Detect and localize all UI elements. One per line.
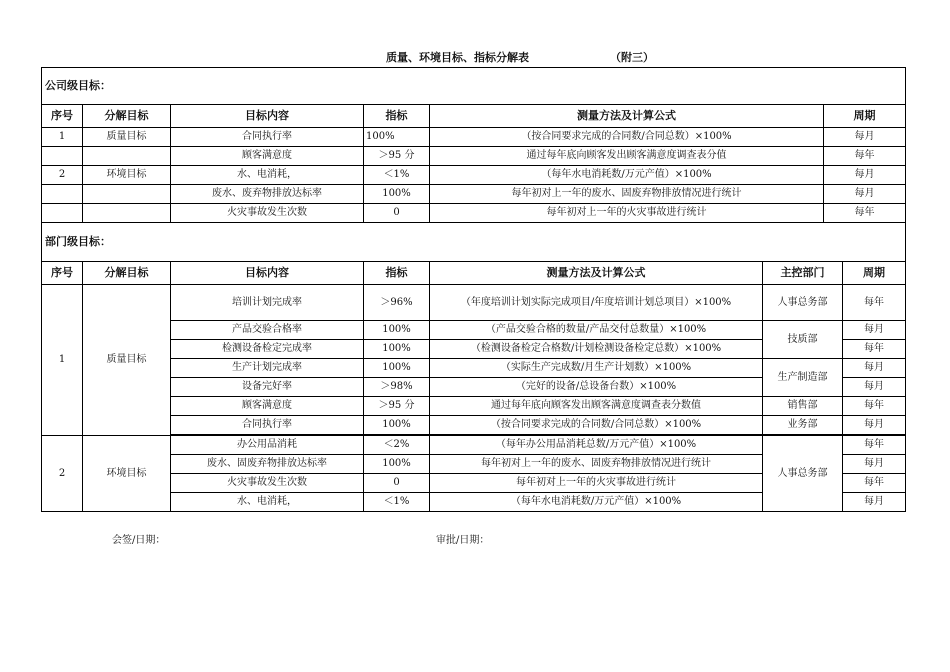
header-no: 序号 [42, 105, 83, 128]
row-method: （按合同要求完成的合同数/合同总数）×100% [430, 416, 763, 435]
header-method: 测量方法及计算公式 [430, 105, 824, 128]
row-dept: 生产制造部 [763, 359, 843, 397]
row-content: 办公用品消耗 [171, 436, 364, 455]
row-content: 水、电消耗， [171, 166, 364, 185]
header-content: 目标内容 [171, 262, 364, 285]
row-period: 每月 [824, 185, 906, 204]
row-content: 火灾事故发生次数 [171, 204, 364, 223]
row-content: 生产计划完成率 [171, 359, 364, 378]
header-period: 周期 [824, 105, 906, 128]
row-content: 培训计划完成率 [171, 285, 364, 321]
row-category: 环境目标 [83, 166, 171, 185]
row-category: 质量目标 [83, 128, 171, 147]
row-no: 2 [42, 166, 83, 185]
row-period: 每月 [843, 455, 906, 474]
header-method: 测量方法及计算公式 [430, 262, 763, 285]
row-content: 合同执行率 [171, 416, 364, 435]
appendix-label: （附三） [610, 51, 654, 64]
row-indicator: ＜2% [364, 436, 430, 455]
row-content: 水、电消耗， [171, 493, 364, 512]
row-indicator: 100% [364, 359, 430, 378]
table-row [42, 204, 906, 223]
row-period: 每年 [824, 204, 906, 223]
row-period: 每月 [824, 166, 906, 185]
table-row [42, 436, 906, 455]
table-row [42, 359, 906, 378]
row-period: 每月 [843, 493, 906, 512]
row-period: 每年 [824, 147, 906, 166]
row-indicator: ＞95 分 [364, 147, 430, 166]
row-indicator: ＞95 分 [364, 397, 430, 416]
row-content: 废水、固废弃物排放达标率 [171, 455, 364, 474]
company-section-label: 公司级目标： [42, 68, 906, 105]
approval-date-label: 审批/日期： [436, 535, 490, 546]
row-period: 每年 [843, 474, 906, 493]
row-content: 火灾事故发生次数 [171, 474, 364, 493]
row-indicator: 0 [364, 204, 430, 223]
table-row [42, 147, 906, 166]
row-category [83, 147, 171, 166]
row-content: 设备完好率 [171, 378, 364, 397]
row-content: 废水、废弃物排放达标率 [171, 185, 364, 204]
row-dept: 人事总务部 [763, 436, 843, 512]
row-period: 每年 [843, 397, 906, 416]
row-content: 顾客满意度 [171, 147, 364, 166]
row-indicator: ＜1% [364, 493, 430, 512]
row-indicator: ＞96% [364, 285, 430, 321]
department-header-row [42, 262, 906, 285]
row-method: （每年办公用品消耗总数/万元产值）×100% [430, 436, 763, 455]
row-indicator: 100% [364, 128, 430, 147]
row-no: 2 [42, 436, 83, 512]
row-no: 1 [42, 128, 83, 147]
row-indicator: ＞98% [364, 378, 430, 397]
row-method: （完好的设备/总设备台数）×100% [430, 378, 763, 397]
row-period: 每月 [824, 128, 906, 147]
row-period: 每月 [843, 378, 906, 397]
header-indicator: 指标 [364, 105, 430, 128]
row-method: （按合同要求完成的合同数/合同总数）×100% [430, 128, 824, 147]
header-category: 分解目标 [83, 105, 171, 128]
table-row [42, 416, 906, 435]
row-period: 每月 [843, 416, 906, 435]
header-content: 目标内容 [171, 105, 364, 128]
company-goals-table [41, 67, 906, 223]
table-row [42, 166, 906, 185]
row-method: （每年水电消耗数/万元产值）×100% [430, 493, 763, 512]
row-no [42, 185, 83, 204]
row-method: （检测设备检定合格数/计划检测设备检定总数）×100% [430, 340, 763, 359]
department-section-label: 部门级目标： [42, 223, 906, 262]
row-indicator: 100% [364, 340, 430, 359]
row-no [42, 147, 83, 166]
row-content: 检测设备检定完成率 [171, 340, 364, 359]
header-category: 分解目标 [83, 262, 171, 285]
row-indicator: 100% [364, 321, 430, 340]
row-no: 1 [42, 285, 83, 436]
header-period: 周期 [843, 262, 906, 285]
row-method: 通过每年底向顾客发出顾客满意度调查表分数值 [430, 397, 763, 416]
row-indicator: 100% [364, 455, 430, 474]
row-content: 合同执行率 [171, 128, 364, 147]
document-title: 质量、环境目标、指标分解表 [386, 51, 529, 64]
row-method: 通过每年底向顾客发出顾客满意度调查表分值 [430, 147, 824, 166]
table-row [42, 185, 906, 204]
table-row [42, 397, 906, 416]
company-header-row [42, 105, 906, 128]
row-dept: 人事总务部 [763, 285, 843, 321]
row-method: 每年初对上一年的废水、固废弃物排放情况进行统计 [430, 185, 824, 204]
row-indicator: 100% [364, 416, 430, 435]
row-period: 每月 [843, 321, 906, 340]
table-row [42, 321, 906, 340]
row-period: 每月 [843, 359, 906, 378]
row-dept: 销售部 [763, 397, 843, 416]
row-method: （实际生产完成数/月生产计划数）×100% [430, 359, 763, 378]
row-content: 产品交验合格率 [171, 321, 364, 340]
table-row [42, 128, 906, 147]
row-period: 每年 [843, 436, 906, 455]
row-period: 每年 [843, 340, 906, 359]
row-dept: 业务部 [763, 416, 843, 435]
row-indicator: ＜1% [364, 166, 430, 185]
row-no [42, 204, 83, 223]
row-method: （产品交验合格的数量/产品交付总数量）×100% [430, 321, 763, 340]
row-method: 每年初对上一年的火灾事故进行统计 [430, 204, 824, 223]
row-method: （年度培训计划实际完成项目/年度培训计划总项目）×100% [430, 285, 763, 321]
table-row [42, 285, 906, 321]
header-dept: 主控部门 [763, 262, 843, 285]
row-method: 每年初对上一年的火灾事故进行统计 [430, 474, 763, 493]
row-method: 每年初对上一年的废水、固废弃物排放情况进行统计 [430, 455, 763, 474]
row-category [83, 204, 171, 223]
countersign-date-label: 会签/日期： [112, 535, 166, 546]
row-method: （每年水电消耗数/万元产值）×100% [430, 166, 824, 185]
header-indicator: 指标 [364, 262, 430, 285]
row-category: 环境目标 [83, 436, 171, 512]
row-dept: 技质部 [763, 321, 843, 359]
row-category: 质量目标 [83, 285, 171, 436]
row-period: 每年 [843, 285, 906, 321]
row-indicator: 100% [364, 185, 430, 204]
header-no: 序号 [42, 262, 83, 285]
row-content: 顾客满意度 [171, 397, 364, 416]
row-category [83, 185, 171, 204]
department-goals-table [41, 222, 906, 512]
row-indicator: 0 [364, 474, 430, 493]
